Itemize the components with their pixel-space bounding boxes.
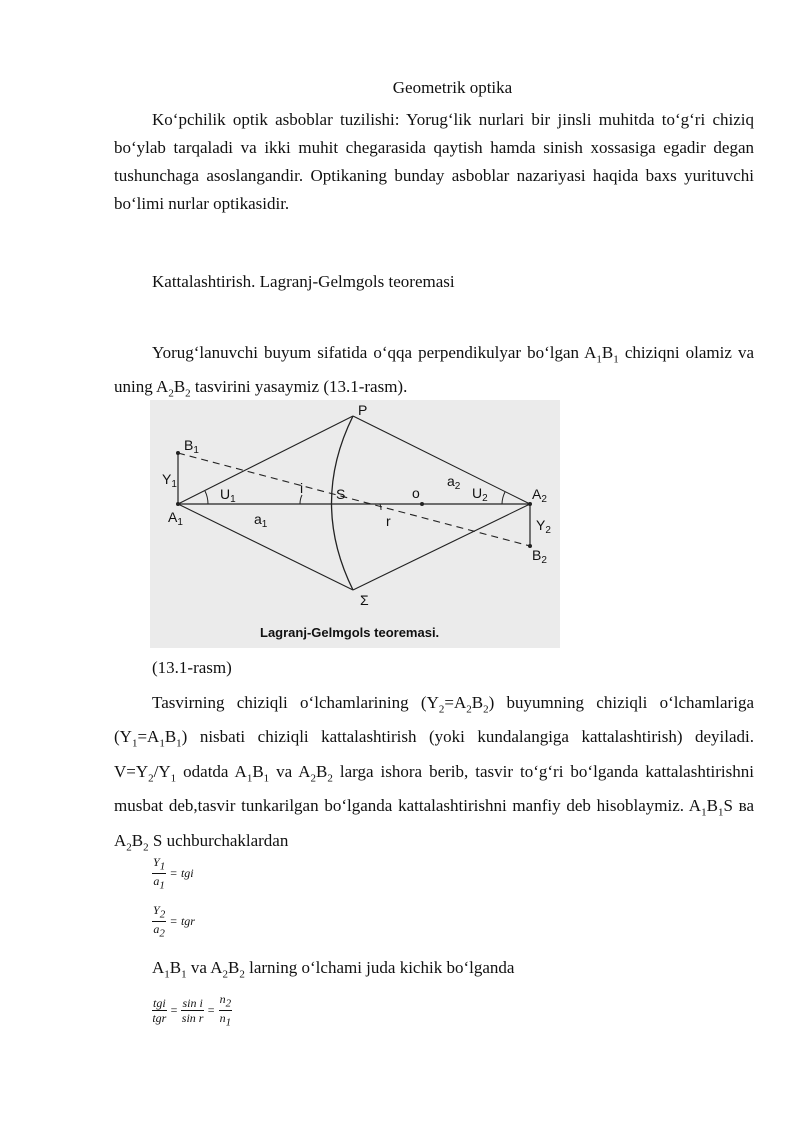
optics-diagram [150, 400, 560, 648]
formula-tgi: $\frac{Y_1}{a_1}$ = tgi [153, 855, 194, 892]
ray-a1-sigma [178, 504, 353, 590]
label-y1: $Y_1$ [162, 471, 177, 490]
point-o [420, 502, 424, 506]
ray-sigma-a2 [353, 504, 530, 590]
label-i: i [300, 480, 304, 496]
figure-caption: Lagranj-Gelmgols teoremasi. [260, 625, 440, 640]
ray-p-a2 [353, 416, 530, 504]
paragraph-object: Yorug‘lanuvchi buyum sifatida o‘qqa perpendikulyar bo‘lgan $A_1B_1$ chiziqni olamiz va uning $A_2B_2$ tasvirini yasaymiz (13.1-rasm). [114, 343, 754, 400]
label-y2: $Y_2$ [536, 517, 551, 536]
label-u1: $U_1$ [220, 486, 236, 505]
label-a2-point: $A_2$ [532, 486, 547, 505]
label-s: S [336, 486, 346, 502]
page-title: Geometrik optika [392, 78, 513, 97]
label-o: o [412, 485, 420, 501]
intro-paragraph: Ko‘pchilik optik asboblar tuzilishi: Yorug‘lik nurlari bir jinsli muhitda to‘g‘ri chiziq bo‘ylab tarqaladi va ikki muhit chegarasida qaytish hamda sinish xossasiga egadir degan tushunchaga asoslangandir. Optikaning bunday asboblar nazariyasi haqida baxs yurituvchi bo‘limi nurlar optikasidir. [114, 110, 754, 213]
figure-reference: (13.1-rasm) [152, 658, 232, 677]
formula-snell: $\frac{\text{tgi}}{\text{tgr}}$ = $\frac{\text{sin i}}{\text{sin r}}$ = $\frac{n_2}{n_1}$ [152, 992, 232, 1029]
label-u2: $U_2$ [472, 485, 488, 504]
section-heading: Kattalashtirish. Lagranj-Gelmgols teoremasi [152, 272, 455, 291]
label-a1: $A_1$ [168, 509, 183, 528]
label-sigma: Σ [360, 592, 369, 608]
angle-i [300, 495, 302, 504]
label-b1: $B_1$ [184, 437, 199, 456]
label-p: P [358, 402, 368, 418]
angle-r [380, 504, 381, 510]
label-b2: $B_2$ [532, 547, 547, 566]
angle-u2 [502, 492, 505, 504]
small-size-condition: $A_1B_1$ va $A_2B_2$ larning o‘lchami juda kichik bo‘lganda [152, 958, 515, 981]
label-r: r [386, 513, 391, 529]
magnification-paragraph: Tasvirning chiziqli o‘lchamlarining $(Y_2=A_2B_2)$ buyumning chiziqli o‘lchamlariga $(Y_1=A_1B_1)$ nisbati chiziqli kattalashtirish (yoki kundalangiga kattalashtirish) deyiladi. $V=Y_2/Y_1$ odatda $A_1B_1$ va $A_2B_2$ larga ishora berib, tasvir to‘g‘ri bo‘lganda kattalashtirishni musbat deb,tasvir tunkarilgan bo‘lganda kattalashtirishni manfiy deb hisoblaymiz. $A_1B_1S$ ва $A_2B_2$ S uchburchaklardan [114, 693, 754, 853]
lagrange-helmholtz-figure [150, 400, 560, 648]
label-a2: $a_2$ [447, 473, 461, 492]
angle-u1 [205, 491, 208, 504]
refracting-surface [332, 416, 354, 590]
label-a1-length: $a_1$ [254, 511, 268, 530]
formula-tgr: $\frac{Y_2}{a_2}$ = tgr [153, 903, 195, 940]
